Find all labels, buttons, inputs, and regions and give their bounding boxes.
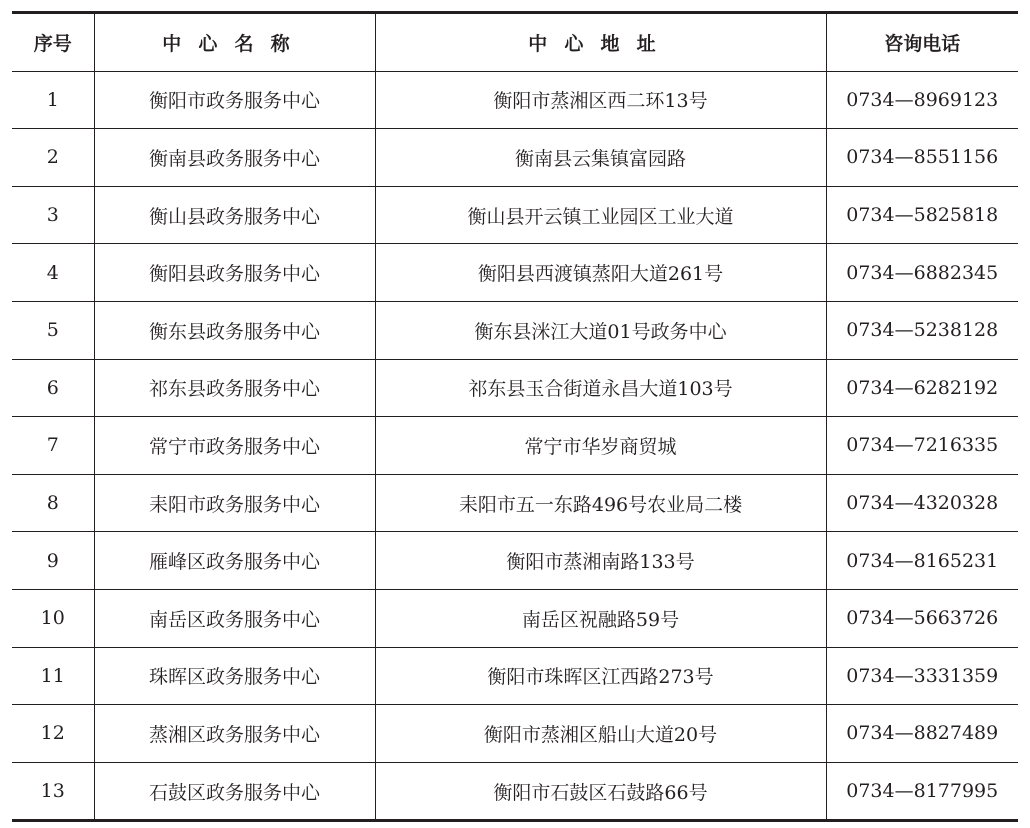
cell-center-address: 衡山县开云镇工业园区工业大道 bbox=[375, 186, 826, 244]
cell-phone: 0734—8165231 bbox=[826, 532, 1018, 590]
header-index: 序号 bbox=[12, 13, 94, 72]
cell-phone: 0734—5663726 bbox=[826, 589, 1018, 647]
table-row bbox=[12, 474, 1018, 532]
cell-phone: 0734—5238128 bbox=[826, 301, 1018, 359]
cell-center-address: 衡阳市珠晖区江西路273号 bbox=[375, 647, 826, 705]
cell-index: 6 bbox=[12, 359, 94, 417]
cell-index: 3 bbox=[12, 186, 94, 244]
table-row bbox=[12, 301, 1018, 359]
table-row bbox=[12, 186, 1018, 244]
table-row bbox=[12, 647, 1018, 705]
cell-center-address: 衡东县洣江大道01号政务中心 bbox=[375, 301, 826, 359]
cell-phone: 0734—5825818 bbox=[826, 186, 1018, 244]
cell-phone: 0734—8969123 bbox=[826, 71, 1018, 129]
cell-index: 1 bbox=[12, 71, 94, 129]
cell-index: 10 bbox=[12, 589, 94, 647]
table-header-row bbox=[12, 13, 1018, 72]
cell-center-name: 珠晖区政务服务中心 bbox=[94, 647, 375, 705]
cell-phone: 0734—7216335 bbox=[826, 417, 1018, 475]
cell-index: 4 bbox=[12, 244, 94, 302]
cell-center-name: 衡阳县政务服务中心 bbox=[94, 244, 375, 302]
cell-phone: 0734—8177995 bbox=[826, 762, 1018, 821]
cell-phone: 0734—4320328 bbox=[826, 474, 1018, 532]
header-phone: 咨询电话 bbox=[826, 13, 1018, 72]
cell-center-name: 衡南县政务服务中心 bbox=[94, 129, 375, 187]
cell-center-address: 衡阳市蒸湘区船山大道20号 bbox=[375, 705, 826, 763]
cell-center-address: 耒阳市五一东路496号农业局二楼 bbox=[375, 474, 826, 532]
cell-center-address: 衡阳市石鼓区石鼓路66号 bbox=[375, 762, 826, 821]
cell-center-address: 常宁市华岁商贸城 bbox=[375, 417, 826, 475]
service-center-table bbox=[12, 11, 1018, 822]
cell-phone: 0734—6282192 bbox=[826, 359, 1018, 417]
cell-center-name: 衡阳市政务服务中心 bbox=[94, 71, 375, 129]
cell-center-name: 衡东县政务服务中心 bbox=[94, 301, 375, 359]
table-row bbox=[12, 359, 1018, 417]
cell-index: 2 bbox=[12, 129, 94, 187]
table-row bbox=[12, 244, 1018, 302]
cell-phone: 0734—3331359 bbox=[826, 647, 1018, 705]
cell-center-name: 衡山县政务服务中心 bbox=[94, 186, 375, 244]
cell-index: 11 bbox=[12, 647, 94, 705]
cell-phone: 0734—6882345 bbox=[826, 244, 1018, 302]
cell-center-address: 南岳区祝融路59号 bbox=[375, 589, 826, 647]
table-row bbox=[12, 129, 1018, 187]
table-row bbox=[12, 71, 1018, 129]
table-row bbox=[12, 589, 1018, 647]
cell-index: 13 bbox=[12, 762, 94, 821]
cell-center-address: 衡阳市蒸湘南路133号 bbox=[375, 532, 826, 590]
cell-center-name: 祁东县政务服务中心 bbox=[94, 359, 375, 417]
table-row bbox=[12, 417, 1018, 475]
cell-index: 9 bbox=[12, 532, 94, 590]
cell-index: 7 bbox=[12, 417, 94, 475]
cell-center-name: 南岳区政务服务中心 bbox=[94, 589, 375, 647]
cell-center-name: 耒阳市政务服务中心 bbox=[94, 474, 375, 532]
cell-index: 12 bbox=[12, 705, 94, 763]
cell-phone: 0734—8551156 bbox=[826, 129, 1018, 187]
table-row bbox=[12, 532, 1018, 590]
cell-center-name: 常宁市政务服务中心 bbox=[94, 417, 375, 475]
table-row bbox=[12, 705, 1018, 763]
header-center-name: 中心名称 bbox=[94, 13, 375, 72]
header-center-address: 中心地址 bbox=[375, 13, 826, 72]
table-body bbox=[12, 71, 1018, 821]
cell-center-name: 石鼓区政务服务中心 bbox=[94, 762, 375, 821]
cell-index: 8 bbox=[12, 474, 94, 532]
cell-center-address: 衡南县云集镇富园路 bbox=[375, 129, 826, 187]
cell-center-address: 衡阳县西渡镇蒸阳大道261号 bbox=[375, 244, 826, 302]
cell-phone: 0734—8827489 bbox=[826, 705, 1018, 763]
table-row bbox=[12, 762, 1018, 821]
cell-center-address: 衡阳市蒸湘区西二环13号 bbox=[375, 71, 826, 129]
cell-center-name: 雁峰区政务服务中心 bbox=[94, 532, 375, 590]
cell-center-address: 祁东县玉合街道永昌大道103号 bbox=[375, 359, 826, 417]
cell-center-name: 蒸湘区政务服务中心 bbox=[94, 705, 375, 763]
cell-index: 5 bbox=[12, 301, 94, 359]
